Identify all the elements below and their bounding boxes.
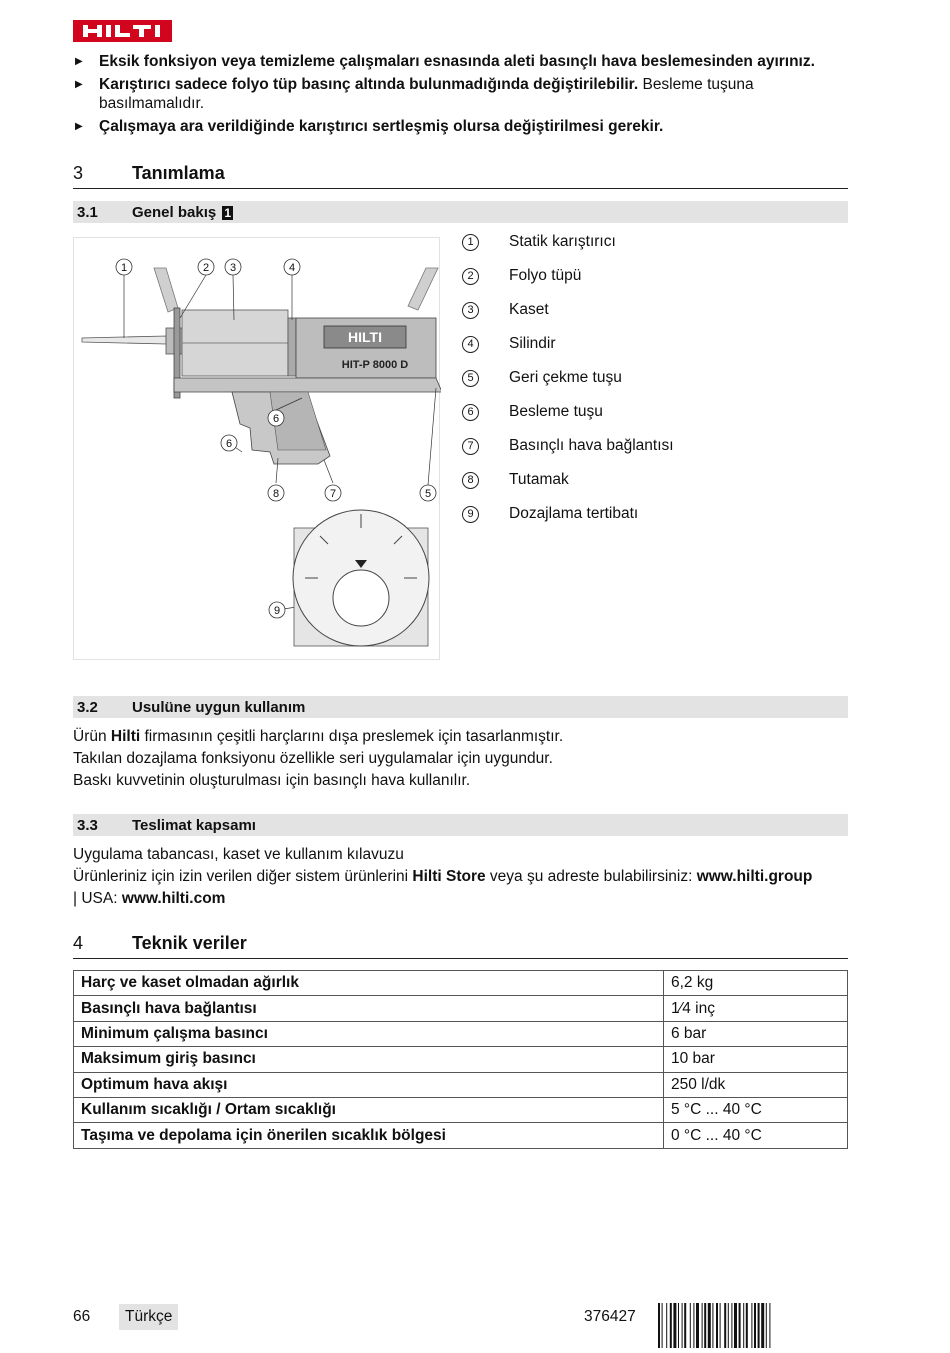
bullet-item	[73, 117, 848, 136]
legend-item	[462, 504, 842, 538]
callout-2	[198, 259, 214, 275]
figure-reference-badge: 1	[224, 206, 232, 220]
legend-label: Folyo tüpü	[509, 267, 582, 284]
legend-label: Statik karıştırıcı	[509, 233, 616, 250]
bullet-item	[73, 52, 848, 71]
spec-value: 5 °C ... 40 °C	[664, 1097, 848, 1122]
spec-key: Taşıma ve depolama için önerilen sıcaklık bölgesi	[74, 1123, 664, 1148]
subsection-number: 3.2	[77, 699, 98, 716]
overview-figure	[73, 237, 440, 660]
page-number: 66	[73, 1308, 91, 1325]
subsection-heading-3-1	[73, 201, 848, 223]
svg-text:4: 4	[288, 262, 296, 274]
legend-number: 8	[462, 472, 479, 489]
callout-6b	[221, 435, 237, 451]
spec-value: 10 bar	[664, 1047, 848, 1072]
paragraph-line	[73, 866, 848, 888]
spec-key: Minimum çalışma basıncı	[74, 1021, 664, 1046]
safety-bullets	[73, 52, 848, 140]
spec-key: Harç ve kaset olmadan ağırlık	[74, 971, 664, 996]
subsection-title	[132, 204, 233, 221]
hilti-logo	[73, 20, 172, 42]
bullet-text: Besleme tuşuna basılmamalıdır.	[99, 76, 754, 112]
table-row	[74, 1072, 848, 1097]
strap-right	[408, 268, 438, 310]
text-run: firmasının çeşitli harçlarını dışa preslemek için tasarlanmıştır.	[140, 728, 564, 745]
subsection-title: Usulüne uygun kullanım	[132, 699, 306, 716]
callout-9	[269, 602, 285, 618]
callout-3	[225, 259, 241, 275]
legend-label: Tutamak	[509, 471, 569, 488]
svg-text:9: 9	[273, 605, 281, 617]
text-run: | USA:	[73, 890, 122, 907]
subsection-number: 3.1	[77, 204, 98, 221]
website-link[interactable]: www.hilti.group	[696, 868, 813, 885]
paragraph-line	[73, 726, 848, 748]
callout-6a	[268, 410, 284, 426]
legend-number: 3	[462, 302, 479, 319]
bullet-item	[73, 75, 848, 113]
bullet-bold: Eksik fonksiyon veya temizleme çalışmaları esnasında aleti basınçlı hava beslemesinden ayırınız.	[99, 53, 815, 70]
spec-key: Maksimum giriş basıncı	[74, 1047, 664, 1072]
subsection-title-text: Genel bakış	[132, 204, 217, 221]
technical-data-table	[73, 970, 848, 1149]
legend-number: 1	[462, 234, 479, 251]
intended-use-text	[73, 726, 848, 792]
legend-item	[462, 300, 842, 334]
legend-number: 7	[462, 438, 479, 455]
spec-key: Basınçlı hava bağlantısı	[74, 996, 664, 1021]
store-link[interactable]: Hilti Store	[412, 868, 486, 885]
dispenser-illustration	[74, 238, 441, 661]
legend-item	[462, 232, 842, 266]
spec-value: 1⁄4 inç	[664, 996, 848, 1021]
barcode-icon	[658, 1303, 848, 1348]
paragraph-line: Takılan dozajlama fonksiyonu özellikle seri uygulamalar için uygundur.	[73, 750, 553, 767]
legend-item	[462, 402, 842, 436]
bullet-bold: Çalışmaya ara verildiğinde karıştırıcı sertleşmiş olursa değiştirilmesi gerekir.	[99, 118, 664, 135]
subsection-number: 3.3	[77, 817, 98, 834]
legend-number: 2	[462, 268, 479, 285]
cylinder	[288, 318, 296, 376]
legend-number: 9	[462, 506, 479, 523]
subsection-heading-3-2	[73, 696, 848, 718]
table-row	[74, 1021, 848, 1046]
callout-5	[420, 485, 436, 501]
figure-legend	[462, 232, 842, 538]
spec-key: Optimum hava akışı	[74, 1072, 664, 1097]
legend-number: 4	[462, 336, 479, 353]
callout-8	[268, 485, 284, 501]
legend-item	[462, 436, 842, 470]
legend-label: Kaset	[509, 301, 549, 318]
paragraph-line: Uygulama tabancası, kaset ve kullanım kılavuzu	[73, 846, 404, 863]
legend-label: Geri çekme tuşu	[509, 369, 622, 386]
svg-text:5: 5	[424, 488, 432, 500]
svg-text:3: 3	[229, 262, 237, 274]
hilti-logo-mark	[73, 20, 172, 42]
legend-item	[462, 368, 842, 402]
bullet-arrow-icon: ▶	[75, 121, 83, 132]
section-title: Tanımlama	[132, 163, 225, 183]
bullet-bold: Karıştırıcı sadece folyo tüp basınç altında bulunmadığında değiştirilebilir.	[99, 76, 639, 93]
paragraph-line: Baskı kuvvetinin oluşturulması için basınçlı hava kullanılır.	[73, 772, 471, 789]
website-link-usa[interactable]: www.hilti.com	[121, 890, 226, 907]
section-heading-3	[73, 163, 848, 189]
delivery-scope-text	[73, 844, 848, 910]
section-number: 3	[73, 163, 84, 183]
table-row	[74, 1097, 848, 1122]
section-heading-4	[73, 933, 848, 959]
legend-item	[462, 334, 842, 368]
model-label: HIT-P 8000 D	[341, 359, 409, 371]
section-number: 4	[73, 933, 84, 953]
table-row	[74, 996, 848, 1021]
text-run: veya şu adreste bulabilirsiniz:	[485, 868, 697, 885]
svg-text:8: 8	[272, 488, 280, 500]
dosing-dial-inner	[333, 570, 389, 626]
table-row	[74, 1123, 848, 1148]
subsection-heading-3-3	[73, 814, 848, 836]
legend-label: Basınçlı hava bağlantısı	[509, 437, 674, 454]
legend-label: Dozajlama tertibatı	[509, 505, 639, 522]
section-title: Teknik veriler	[132, 933, 247, 953]
callout-1	[116, 259, 132, 275]
text-run: Ürünleriniz için izin verilen diğer sistem ürünlerini	[73, 868, 413, 885]
strap-left	[154, 268, 178, 312]
language-tag: Türkçe	[119, 1304, 178, 1330]
table-row	[74, 1047, 848, 1072]
document-number: 376427	[584, 1308, 636, 1325]
page-footer	[73, 1303, 848, 1333]
legend-number: 6	[462, 404, 479, 421]
legend-label: Besleme tuşu	[509, 403, 603, 420]
subsection-title: Teslimat kapsamı	[132, 817, 256, 834]
legend-label: Silindir	[509, 335, 556, 352]
spec-value: 6,2 kg	[664, 971, 848, 996]
paragraph-line	[73, 888, 848, 910]
legend-item	[462, 266, 842, 300]
spec-value: 0 °C ... 40 °C	[664, 1123, 848, 1148]
callout-4	[284, 259, 300, 275]
lower-rail	[174, 378, 441, 392]
spec-key: Kullanım sıcaklığı / Ortam sıcaklığı	[74, 1097, 664, 1122]
table-row	[74, 971, 848, 996]
spec-value: 6 bar	[664, 1021, 848, 1046]
bullet-arrow-icon: ▶	[75, 79, 83, 90]
svg-text:6: 6	[225, 438, 233, 450]
legend-number: 5	[462, 370, 479, 387]
svg-text:2: 2	[202, 262, 210, 274]
brand-name: Hilti	[110, 728, 141, 745]
legend-item	[462, 470, 842, 504]
spec-value: 250 l/dk	[664, 1072, 848, 1097]
text-run: Ürün	[73, 728, 111, 745]
callout-7	[325, 485, 341, 501]
svg-text:6: 6	[272, 413, 280, 425]
svg-text:7: 7	[329, 488, 337, 500]
body-logo-text: HILTI	[348, 329, 382, 345]
svg-text:1: 1	[120, 262, 128, 274]
bullet-arrow-icon: ▶	[75, 56, 83, 67]
